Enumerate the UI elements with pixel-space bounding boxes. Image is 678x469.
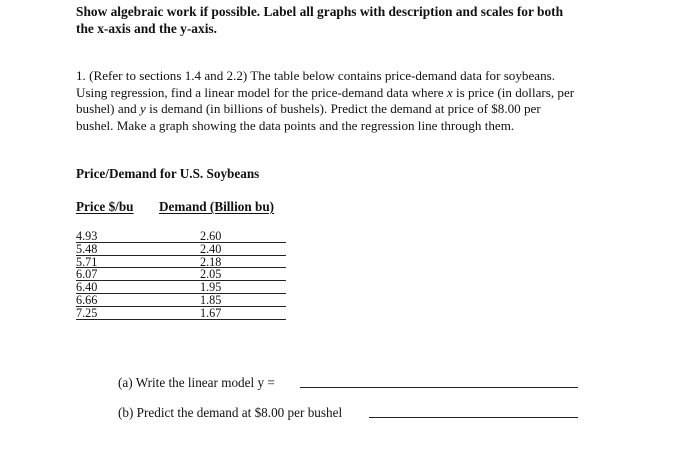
- price-cell: 6.40: [76, 280, 98, 295]
- problem-text-2: is price (in dollars, per bushel) and: [76, 84, 575, 117]
- problem-statement: [76, 68, 576, 134]
- answer-blank-a[interactable]: [300, 387, 578, 388]
- table-row: [76, 268, 286, 281]
- demand-cell: 1.67: [200, 305, 222, 320]
- demand-cell: 1.85: [200, 292, 222, 307]
- demand-cell: 1.95: [200, 280, 222, 295]
- demand-cell: 2.05: [200, 267, 222, 282]
- instructions: Show algebraic work if possible. Label all graphs with description and scales for both the x-axis and the y-axis.: [76, 4, 564, 36]
- demand-cell: 2.18: [200, 254, 222, 269]
- table-row: [76, 294, 286, 307]
- price-cell: 6.66: [76, 292, 98, 307]
- problem-text-1: 1. (Refer to sections 1.4 and 2.2) The table below contains price-demand data for soybeans. Using regression, find a linear model for the price-demand data where: [76, 68, 555, 100]
- price-cell: 5.71: [76, 254, 98, 269]
- demand-column-header: Demand (Billion bu): [159, 199, 275, 214]
- data-table: [76, 230, 286, 320]
- question-a: (a) Write the linear model y =: [118, 375, 275, 390]
- variable-y: y: [140, 101, 146, 117]
- price-cell: 5.48: [76, 241, 98, 256]
- price-cell: 7.25: [76, 305, 98, 320]
- table-row: [76, 307, 286, 320]
- table-row: [76, 243, 286, 256]
- demand-cell: 2.60: [200, 229, 222, 243]
- demand-cell: 2.40: [200, 241, 222, 256]
- price-cell: 4.93: [76, 229, 98, 243]
- problem-text-3: is demand (in billions of bushels). Predict the demand at price of $8.00 per bushel. Make a graph showing the data points and the regression line through them.: [76, 101, 541, 133]
- table-title: Price/Demand for U.S. Soybeans: [76, 166, 260, 181]
- table-row: [76, 281, 286, 294]
- price-column-header: Price $/bu: [76, 199, 134, 214]
- price-cell: 6.07: [76, 267, 98, 282]
- variable-x: x: [446, 84, 453, 100]
- question-b: (b) Predict the demand at $8.00 per bushel: [118, 405, 343, 420]
- table-row: [76, 256, 286, 269]
- table-row: [76, 230, 286, 243]
- answer-blank-b[interactable]: [369, 417, 578, 418]
